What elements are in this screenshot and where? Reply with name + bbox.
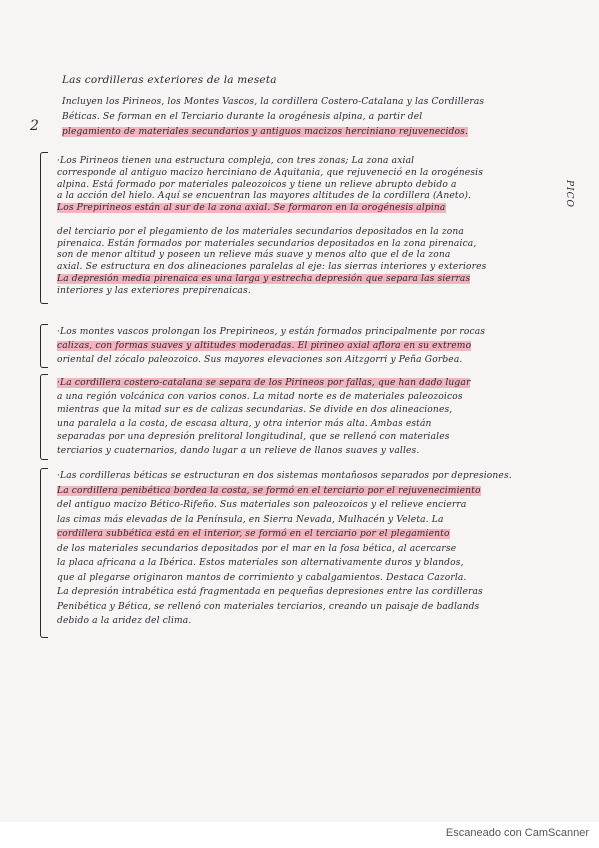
section-vascos-line: ·Los montes vascos prolongan los Prepirineos, y están formados principalmente por rocas — [57, 327, 486, 337]
section-pirineos-line: son de menor altitud y poseen un relieve más suave y menos alto que el de la zona — [57, 250, 451, 261]
section-catalana-line: separadas por una depresión prelitoral longitudinal, que se rellenó con materiales — [57, 432, 450, 442]
section-beticas-line: La cordillera penibética bordea la costa, se formó en el terciario por el rejuvenecimiento — [57, 485, 481, 496]
section-pirineos-line: del terciario por el plegamiento de los materiales secundarios depositados en la zona — [57, 226, 464, 237]
intro-lines-line: plegamiento de materiales secundarios y antiguos macizos herciniano rejuvenecidos. — [62, 127, 468, 137]
section-beticas-line: las cimas más elevadas de la Península, en Sierra Nevada, Mulhacén y Veleta. La — [57, 514, 444, 525]
vertical-margin-note: PICO — [564, 180, 574, 208]
section-pirineos-line: axial. Se estructura en dos alineaciones paralelas al eje: las sierras interiores y exteriores — [57, 262, 487, 273]
section-beticas-line: la placa africana a la Ibérica. Estos materiales son alternativamente duros y blandos, — [57, 558, 464, 568]
section-catalana-line: mientras que la mitad sur es de calizas secundarias. Se divide en dos alineaciones, — [57, 405, 453, 415]
section-beticas-line: La depresión intrabética está fragmentada en pequeñas depresiones entre las cordilleras — [57, 587, 483, 597]
section-pirineos-line: corresponde al antiguo macizo herciniano de Aquitania, que rejuveneció en la orogénesis — [57, 167, 484, 178]
section-pirineos-line: a la acción del hielo. Aquí se encuentran las mayores altitudes de la cordillera (Aneto). — [57, 191, 472, 202]
section-beticas-line: ·Las cordilleras béticas se estructuran en dos sistemas montañosos separados por depresiones. — [57, 471, 512, 481]
intro-lines-line: Incluyen los Pirineos, los Montes Vascos, la cordillera Costero-Catalana y las Cordilleras — [62, 97, 485, 107]
section-bracket-vascos — [40, 324, 48, 368]
page-title: Las cordilleras exteriores de la meseta — [62, 74, 277, 86]
section-pirineos-line: Los Prepirineos están al sur de la zona axial. Se formaron en la orogénesis alpina — [57, 203, 446, 214]
intro-lines-line: Béticas. Se forman en el Terciario durante la orogénesis alpina, a partir del — [62, 112, 423, 122]
section-pirineos-line: interiores y las exteriores prepirenaicas. — [57, 285, 251, 296]
section-bracket-catalana — [40, 374, 48, 460]
scanner-watermark: Escaneado con CamScanner — [445, 827, 589, 839]
section-beticas-line: del antiguo macizo Bético-Rifeño. Sus materiales son paleozoicos y el relieve encierra — [57, 500, 467, 510]
section-vascos-line: calizas, con formas suaves y altitudes moderadas. El pirineo axial aflora en su extremo — [57, 341, 472, 351]
section-catalana-line: a una región volcánica con varios conos. La mitad norte es de materiales paleozoicos — [57, 391, 463, 402]
section-catalana-line: una paralela a la costa, de escasa altura, y otra interior más alta. Ambas están — [57, 418, 432, 429]
section-beticas-line: Penibética y Bética, se rellenó con materiales terciarios, creando un paisaje de badlands — [57, 601, 480, 612]
section-pirineos-line: alpina. Está formado por materiales paleozoicos y tiene un relieve abrupto debido a — [57, 179, 457, 190]
section-bracket-pirineos — [40, 152, 48, 304]
section-pirineos-line: La depresión media pirenaica es una larga y estrecha depresión que separa las sierras — [57, 274, 471, 284]
section-vascos-line: oriental del zócalo paleozoico. Sus mayores elevaciones son Aitzgorri y Peña Gorbea. — [57, 355, 463, 365]
margin-mark: 2 — [30, 118, 39, 134]
section-beticas-line: de los materiales secundarios depositados por el mar en la fosa bética, al acercarse — [57, 543, 457, 554]
section-beticas-line: cordillera subbética está en el interior, se formó en el terciario por el plegamiento — [57, 529, 450, 539]
section-beticas-line: que al plegarse originaron mantos de corrimiento y cabalgamientos. Destaca Cazorla. — [57, 572, 467, 583]
section-beticas-line: debido a la aridez del clima. — [57, 616, 192, 626]
section-catalana-line: terciarios y cuaternarios, dando lugar a un relieve de llanos suaves y valles. — [57, 445, 420, 456]
section-pirineos-line: ·Los Pirineos tienen una estructura compleja, con tres zonas; La zona axial — [57, 156, 415, 166]
section-bracket-beticas — [40, 468, 48, 638]
section-catalana-line: ·La cordillera costero-catalana se separa de los Pirineos por fallas, que han dado lugar — [57, 378, 471, 388]
section-pirineos-line: pirenaica. Están formados por materiales secundarios depositados en la zona pirenaica, — [57, 238, 477, 249]
